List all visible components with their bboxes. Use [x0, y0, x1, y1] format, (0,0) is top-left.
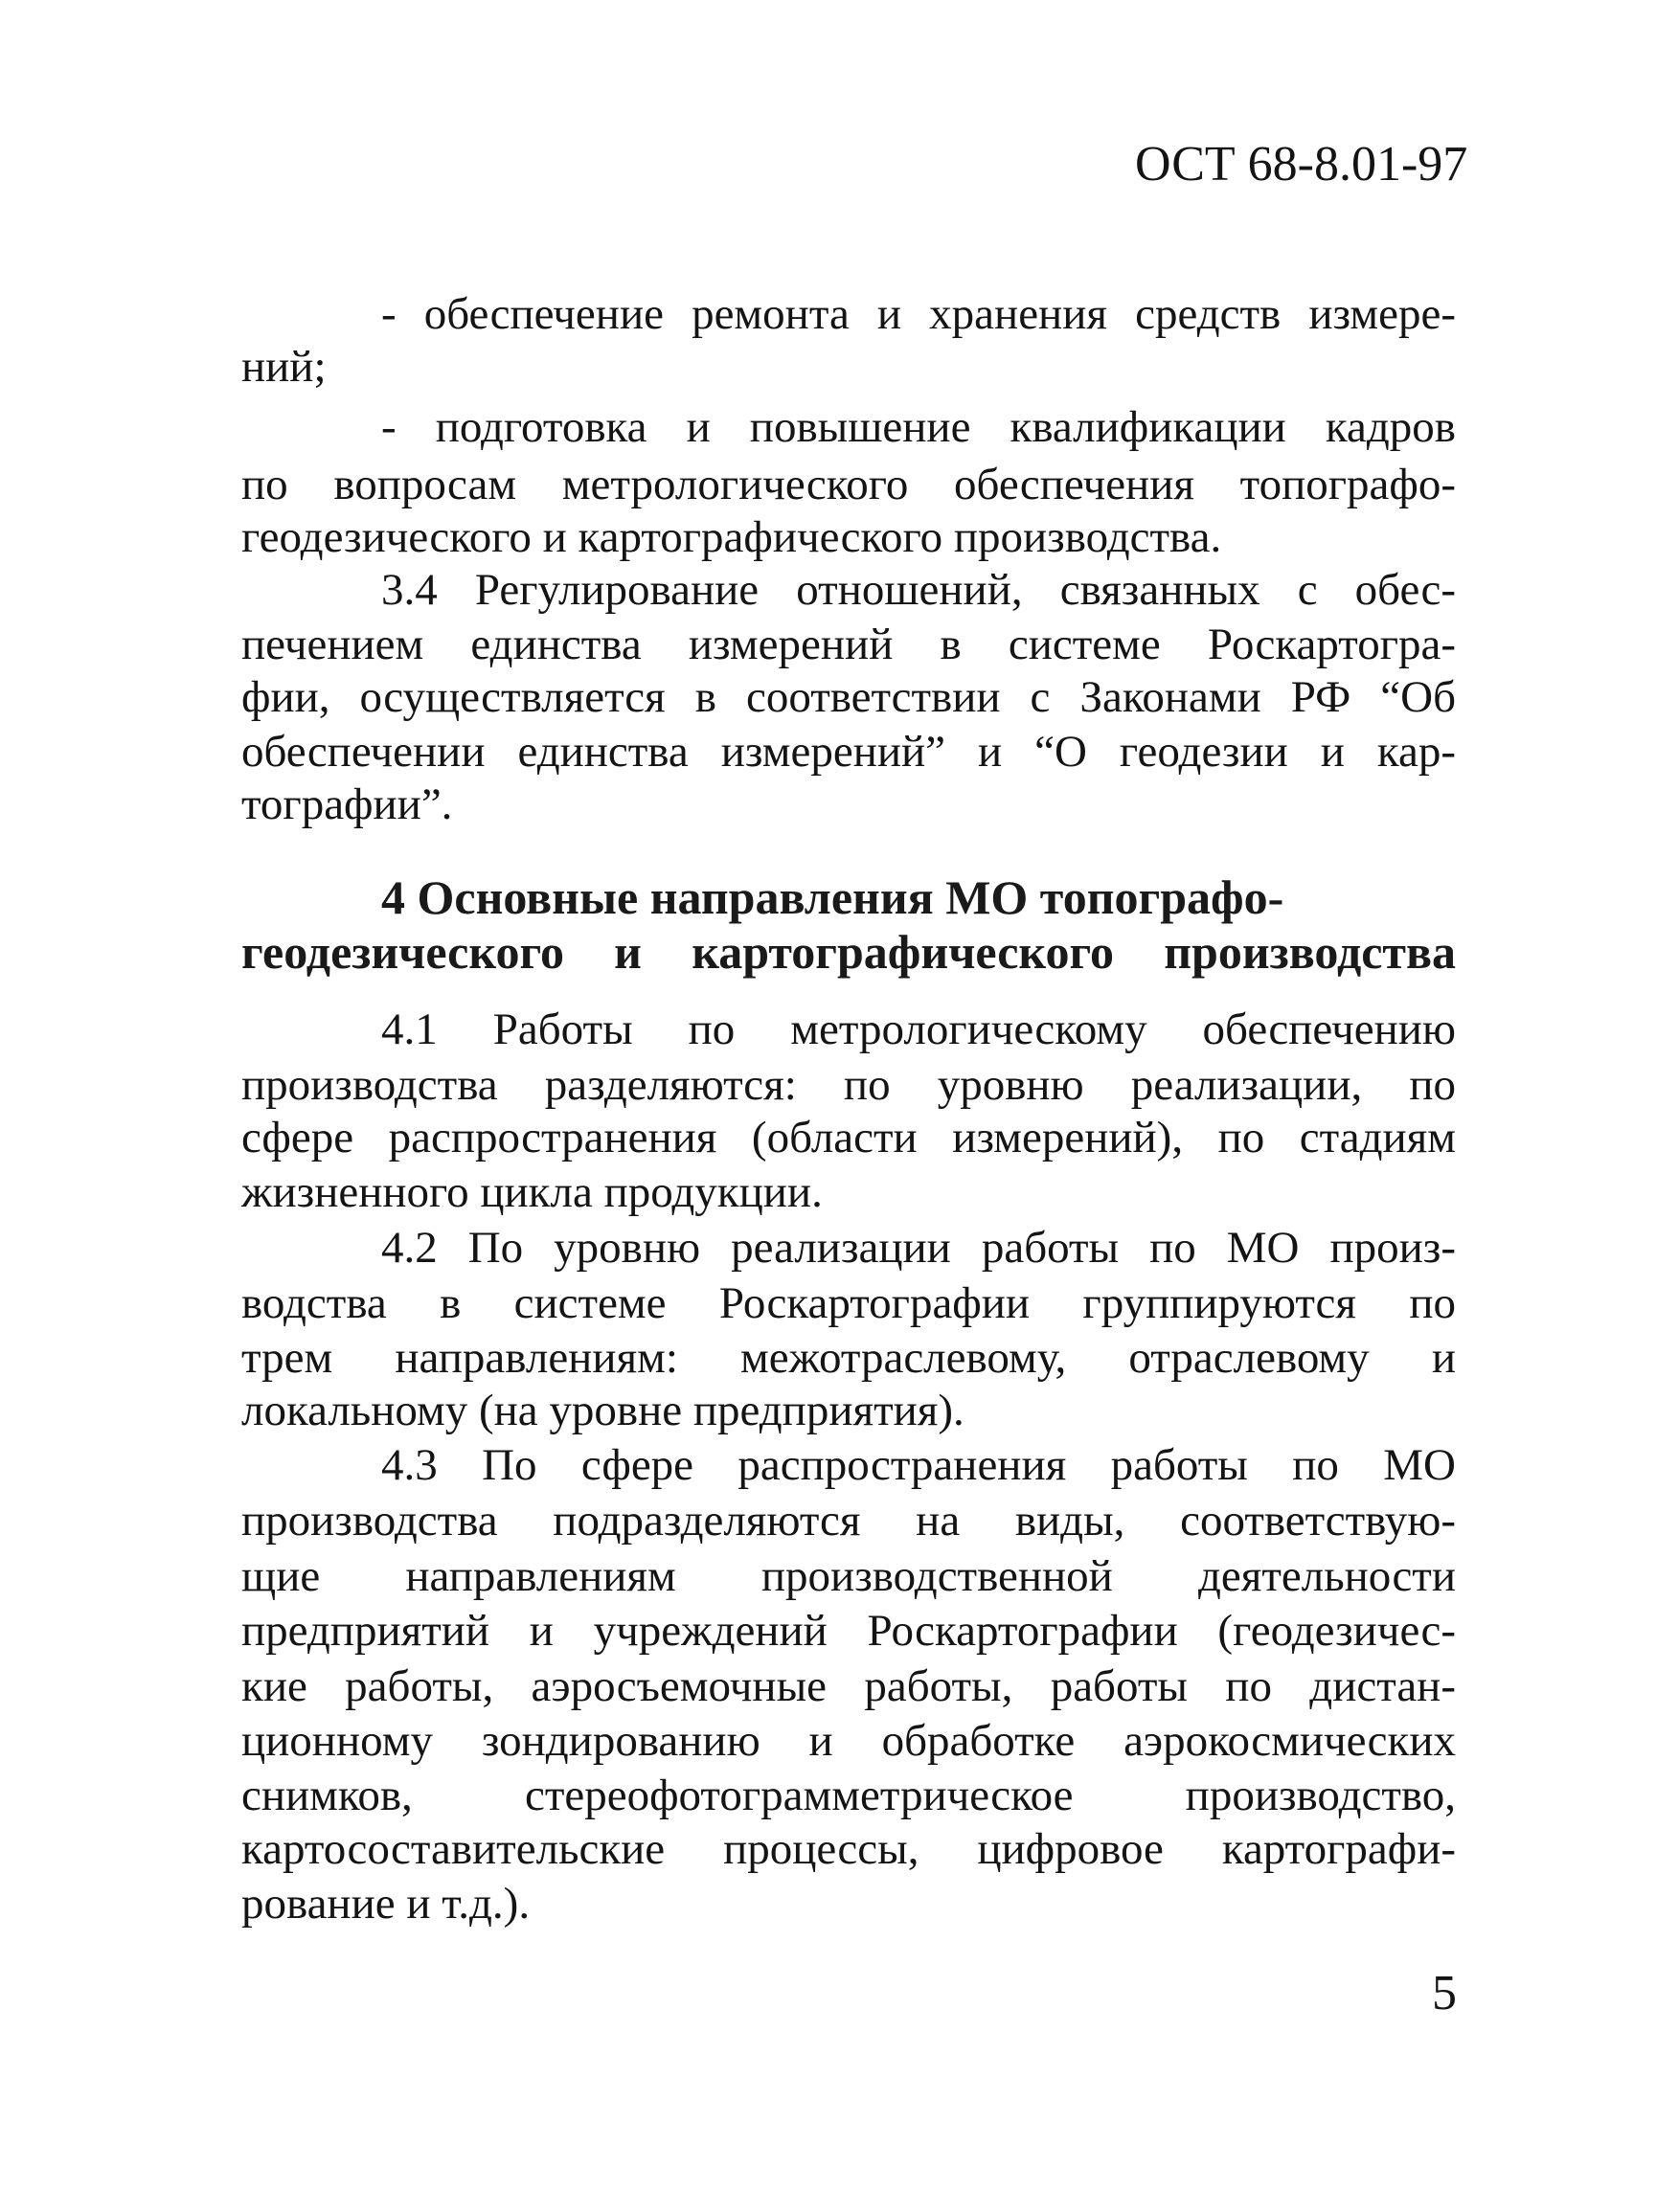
- text-line: ний;: [241, 342, 327, 392]
- text-line: снимков, стереофотограмметрическое производство,: [241, 1771, 1456, 1820]
- text-line: картосоставительские процессы, цифровое картографи-: [241, 1824, 1456, 1874]
- text-line: производства разделяются: по уровню реализации, по: [241, 1060, 1456, 1110]
- text-line: рование и т.д.).: [241, 1879, 531, 1929]
- text-line: 4.3 По сфере распространения работы по МО: [381, 1440, 1456, 1490]
- text-line: - подготовка и повышение квалификации кадров: [381, 402, 1456, 452]
- text-line: 3.4 Регулирование отношений, связанных с обес-: [381, 565, 1456, 615]
- text-line: жизненного цикла продукции.: [241, 1167, 823, 1217]
- text-line: 4.1 Работы по метрологическому обеспечению: [381, 1004, 1456, 1054]
- text-line: трем направлениям: межотраслевому, отраслевому и: [241, 1333, 1456, 1383]
- text-line: обеспечении единства измерений” и “О геодезии и кар-: [241, 727, 1456, 777]
- text-line: локальному (на уровне предприятия).: [241, 1386, 964, 1435]
- text-line: тографии”.: [241, 779, 453, 829]
- text-line: кие работы, аэросъемочные работы, работы по дистан-: [241, 1661, 1456, 1711]
- text-line: ционному зондированию и обработке аэрокосмических: [241, 1716, 1456, 1766]
- text-line: фии, осуществляется в соответствии с Законами РФ “Об: [241, 672, 1456, 722]
- section-heading: 4 Основные направления МО топографо-: [381, 870, 1284, 924]
- text-line: по вопросам метрологического обеспечения топографо-: [241, 460, 1456, 509]
- text-line: геодезического и картографического производства.: [241, 512, 1222, 562]
- text-line: предприятий и учреждений Роскартографии (геодезичес-: [241, 1606, 1456, 1656]
- text-line: щие направлениям производственной деятельности: [241, 1551, 1456, 1601]
- text-line: сфере распространения (области измерений), по стадиям: [241, 1113, 1456, 1162]
- text-line: водства в системе Роскартографии группируются по: [241, 1278, 1456, 1328]
- text-line: 4.2 По уровню реализации работы по МО произ-: [381, 1223, 1456, 1273]
- text-line: печением единства измерений в системе Роскартогра-: [241, 620, 1456, 669]
- document-code: ОСТ 68-8.01-97: [1135, 137, 1468, 192]
- text-line: - обеспечение ремонта и хранения средств измере-: [381, 289, 1456, 339]
- section-heading: геодезического и картографического производства: [241, 925, 1456, 979]
- text-line: производства подразделяются на виды, соответствую-: [241, 1496, 1456, 1546]
- page-number: 5: [1432, 1966, 1457, 2020]
